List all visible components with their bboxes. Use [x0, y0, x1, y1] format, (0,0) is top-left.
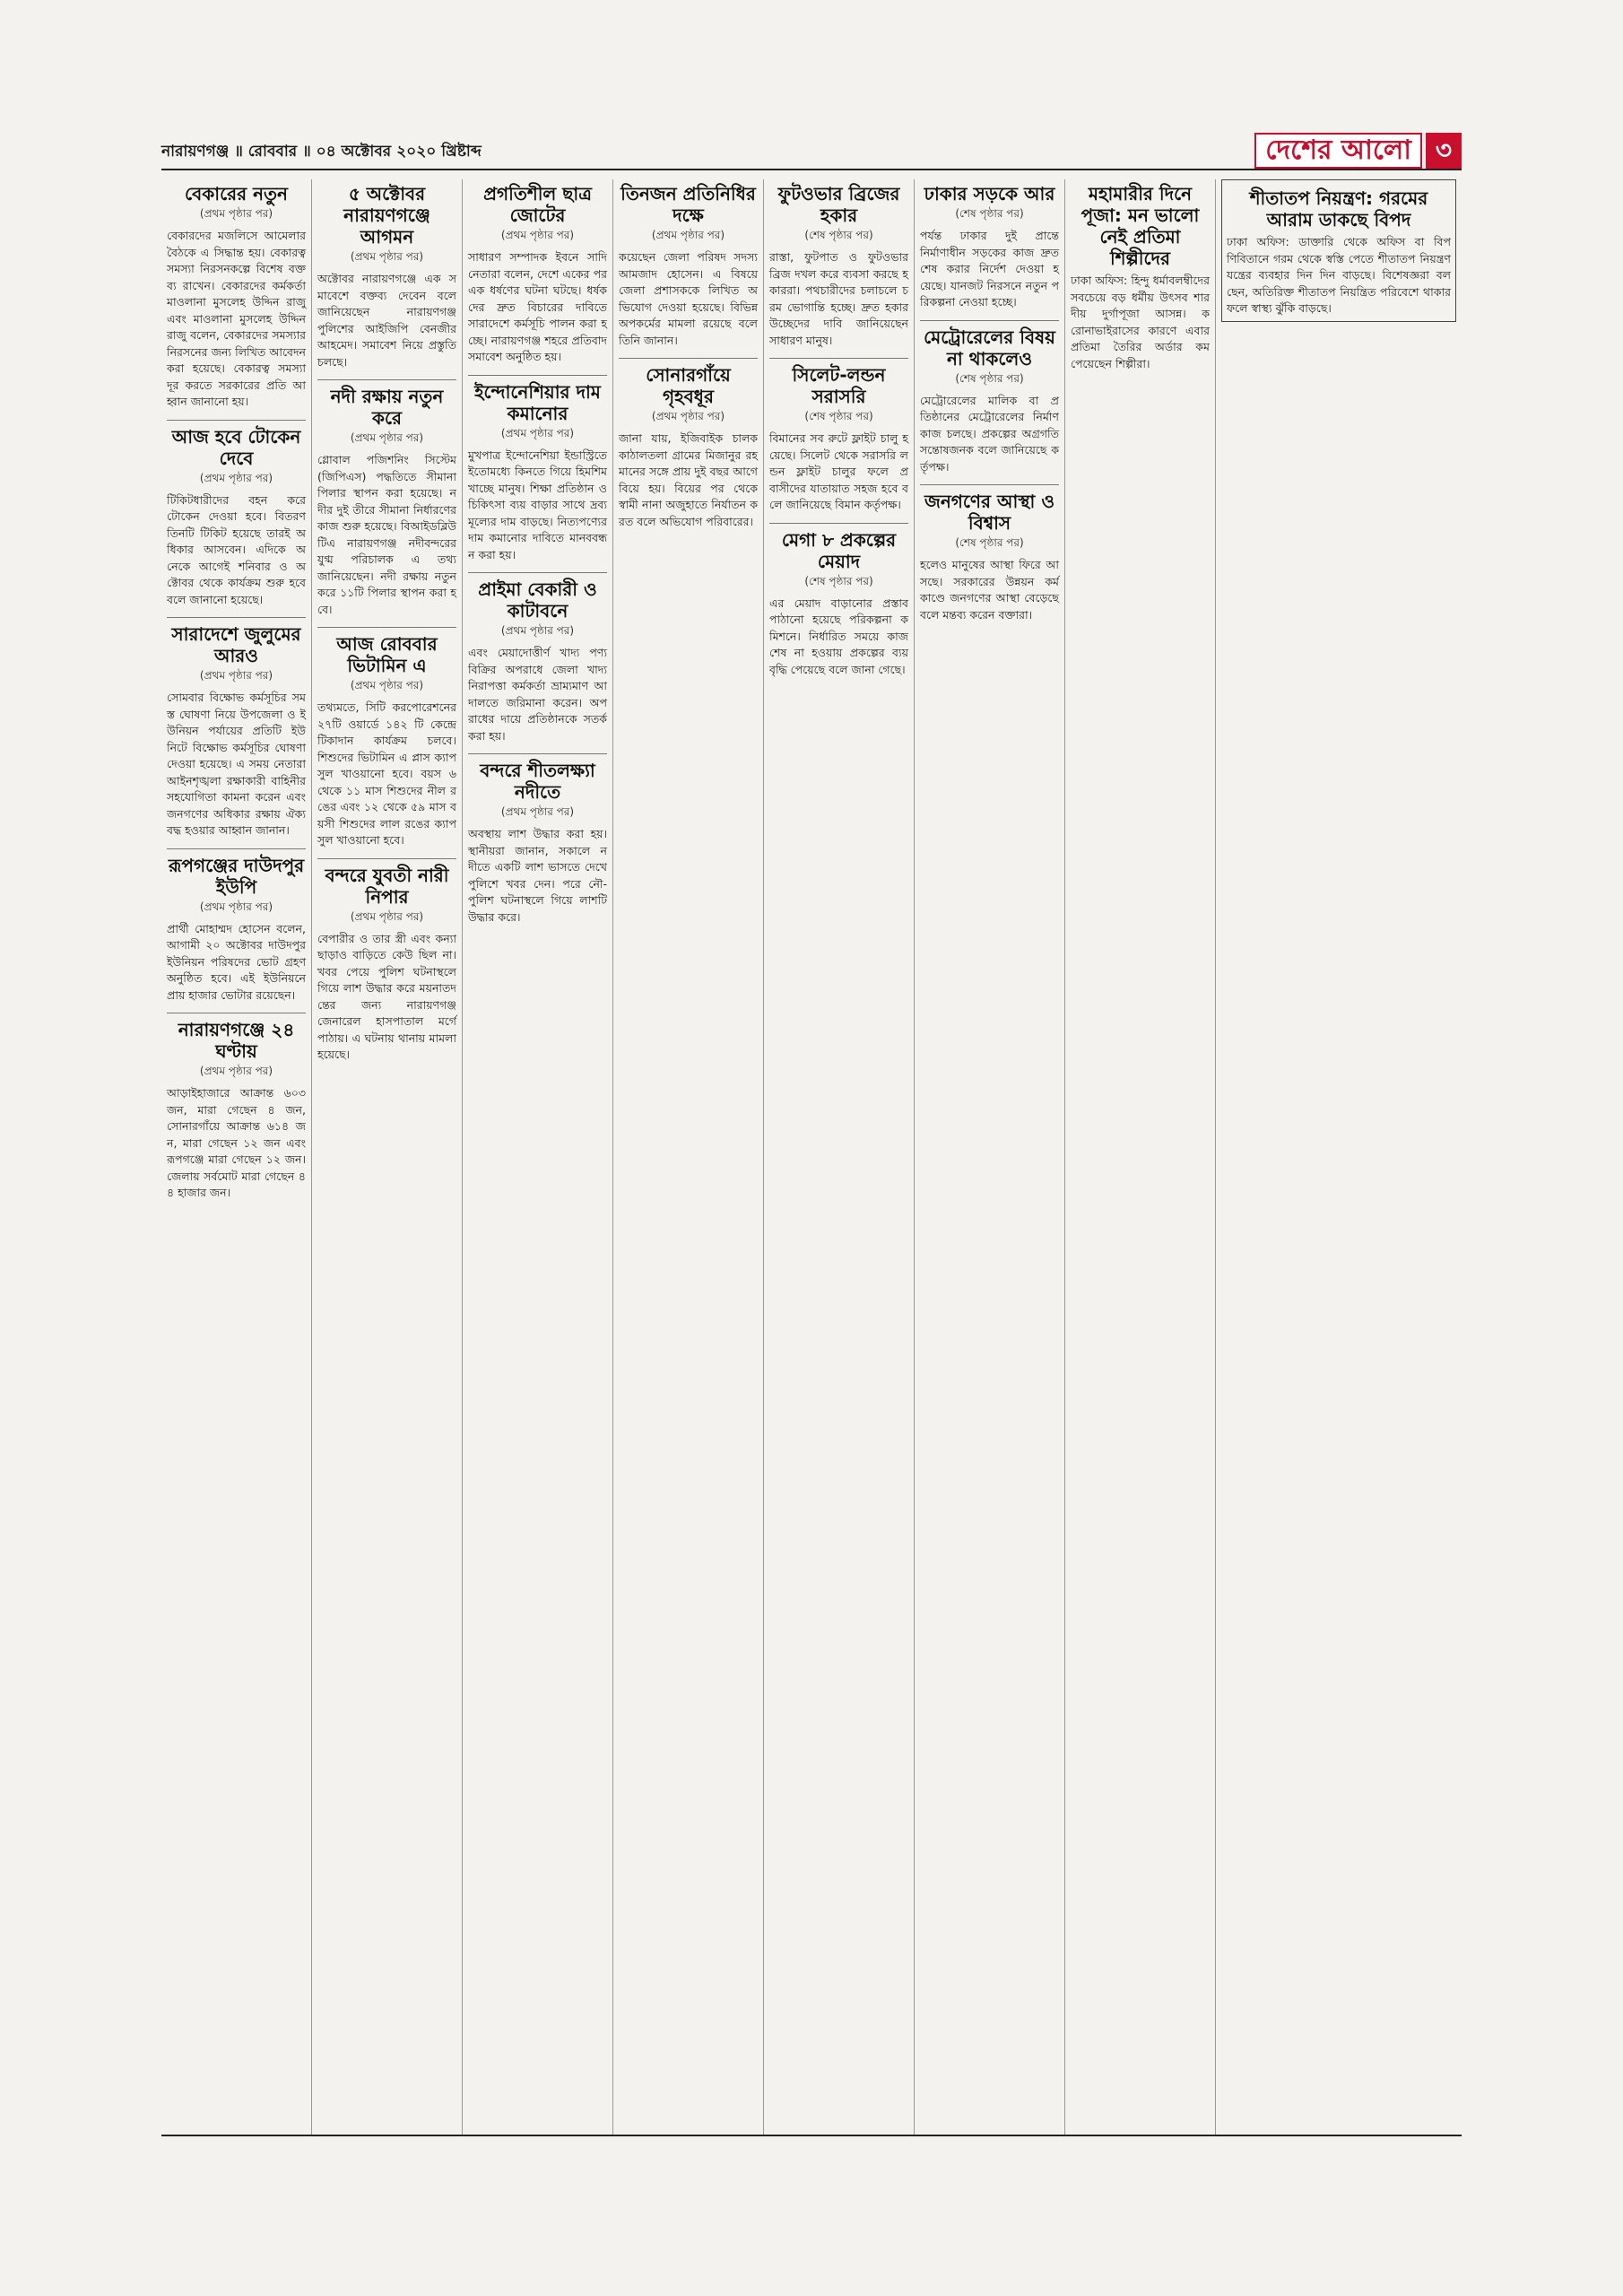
continuation-note: (শেষ পৃষ্ঠার পর) [804, 229, 873, 241]
article [468, 183, 607, 366]
continuation-note: (প্রথম পৃষ্ঠার পর) [199, 900, 273, 913]
continuation-note: (প্রথম পৃষ্ঠার পর) [500, 624, 575, 637]
continuation-note: (প্রথম পৃষ্ঠার পর) [500, 229, 575, 241]
article-body: বেপারীর ও তার স্ত্রী এবং কন্যা ছাড়াও বাড়িতে কেউ ছিল না। খবর পেয়ে পুলিশ ঘটনাস্থলে গিয়ে লাশ উদ্ধার করে ময়নাতদন্তের জন্য নারায়ণগঞ্জ জেনারেল হাসপাতাল মর্গে পাঠায়। এ ঘটনায় থানায় মামলা হয়েছে। [317, 931, 456, 1061]
headline: মহামারীর দিনে পূজা: মন ভালো নেই প্রতিমা শিল্পীদের [1081, 183, 1200, 269]
divider [920, 484, 1059, 485]
continuation-note: (প্রথম পৃষ্ঠার পর) [651, 229, 725, 241]
headline: মেগা ৮ প্রকল্পের মেয়াদ [781, 528, 897, 572]
continuation-note: (প্রথম পৃষ্ঠার পর) [199, 669, 273, 682]
divider [317, 627, 456, 628]
article-body: এর মেয়াদ বাড়ানোর প্রস্তাব পাঠানো হয়েছে পরিকল্পনা কমিশনে। নির্ধারিত সময়ে কাজ শেষ না হওয়ায় প্রকল্পের ব্যয় বৃদ্ধি পেয়েছে বলে জানা গেছে। [769, 596, 908, 676]
article-body: পর্যন্ত ঢাকার দুই প্রান্তে নির্মাণাধীন সড়কের কাজ দ্রুত শেষ করার নির্দেশ দেওয়া হয়েছে। যানজট নিরসনে নতুন পরিকল্পনা নেওয়া হচ্ছে। [920, 229, 1059, 309]
headline: ঢাকার সড়কে আর [924, 183, 1055, 204]
article [167, 623, 306, 839]
article [167, 426, 306, 609]
divider [468, 572, 607, 573]
article [920, 326, 1059, 476]
continuation-note: (শেষ পৃষ্ঠার পর) [955, 207, 1024, 220]
article-body: গ্লোবাল পজিশনিং সিস্টেম (জিপিএস) পদ্ধতিতে সীমানা পিলার স্থাপন করা হয়েছে। নদীর দুই তীরে সীমানা নির্ধারণের কাজ শুরু হয়েছে। বিআইডব্লিউটিএ নারায়ণগঞ্জ নদীবন্দরের যুগ্ম পরিচালক এ তথ্য জানিয়েছেন। নদী রক্ষায় নতুন করে ১১টি পিলার স্থাপন করা হবে। [317, 453, 456, 616]
article [1071, 183, 1210, 372]
article [920, 491, 1059, 623]
article [468, 381, 607, 564]
article [167, 855, 306, 1004]
article-body: জানা যায়, ইজিবাইক চালক কাঠালতলা গ্রামের মিজানুর রহমানের সঙ্গে প্রায় দুই বছর আগে বিয়ে হয়। বিয়ের পর থেকে স্বামী নানা অজুহাতে নির্যাতন করত বলে অভিযোগ পরিবারের। [619, 431, 758, 528]
article-body: টিকিটধারীদের বহন করে টোকেন দেওয়া হবে। বিতরণ তিনটি টিকিট হয়েছে তারই অধিকার আসবেন। এদিকে অনেকে আগেই শনিবার ও অক্টোবর থেকে কার্যক্রম শুরু হবে বলে জানানো হয়েছে। [167, 492, 306, 606]
divider [769, 358, 908, 359]
headline: তিনজন প্রতিনিধির দক্ষে [621, 183, 756, 226]
divider [167, 848, 306, 849]
columns [161, 179, 1462, 2135]
headline: বেকারের নতুন [185, 183, 288, 204]
continuation-note: (প্রথম পৃষ্ঠার পর) [199, 471, 273, 484]
divider [920, 320, 1059, 321]
divider [619, 358, 758, 359]
article-body: ঢাকা অফিস: হিন্দু ধর্মাবলম্বীদের সবচেয়ে বড় ধর্মীয় উৎসব শারদীয় দুর্গাপূজা আসন্ন। করোনাভাইরাসের কারণে এবার প্রতিমা তৈরির অর্ডার কম পেয়েছেন শিল্পীরা। [1071, 274, 1210, 370]
headline: প্রাইমা বেকারী ও কাটাবনে [478, 578, 597, 622]
headline: আজ হবে টোকেন দেবে [171, 425, 301, 469]
headline: আজ রোববার ভিটামিন এ [336, 633, 438, 676]
continuation-note: (শেষ পৃষ্ঠার পর) [804, 410, 873, 422]
headline: ফুটওভার ব্রিজের হকার [777, 183, 900, 226]
article [317, 183, 456, 370]
article-body: হলেও মানুষের আস্থা ফিরে আসছে। সরকারের উন্নয়ন কর্মকাণ্ডে জনগণের আস্থা বেড়েছে বলে মন্তব্য করেন বক্তারা। [920, 558, 1059, 622]
dateline: নারায়ণগঞ্জ ॥ রোববার ॥ ০৪ অক্টোবর ২০২০ খ্রিষ্টাব্দ [161, 143, 482, 161]
continuation-note: (প্রথম পৃষ্ঠার পর) [350, 679, 424, 691]
column-3 [463, 179, 613, 2135]
headline: সারাদেশে জুলুমের আরও [171, 623, 301, 666]
headline: সিলেট-লন্ডন সরাসরি [792, 364, 886, 407]
footer-rule [161, 2135, 1462, 2136]
article-body: বিমানের সব রুটে ফ্লাইট চালু হয়েছে। সিলেট থেকে সরাসরি লন্ডন ফ্লাইট চালুর ফলে প্রবাসীদের যাতায়াত সহজ হবে বলে জানিয়েছে বিমান কর্তৃপক্ষ। [769, 431, 908, 511]
article [317, 386, 456, 618]
page-header [161, 133, 1462, 170]
headline: নারায়ণগঞ্জে ২৪ ঘণ্টায় [178, 1019, 295, 1062]
headline: মেট্রোরেলের বিষয় না থাকলেও [924, 326, 1055, 370]
column-5 [764, 179, 915, 2135]
divider [468, 375, 607, 376]
article [920, 183, 1059, 311]
divider [468, 753, 607, 754]
divider [317, 858, 456, 859]
article [769, 529, 908, 679]
continuation-note: (প্রথম পৃষ্ঠার পর) [199, 207, 273, 220]
article [468, 760, 607, 926]
continuation-note: (শেষ পৃষ্ঠার পর) [804, 574, 873, 587]
column-4 [613, 179, 764, 2135]
column-6 [915, 179, 1065, 2135]
column-7 [1065, 179, 1216, 2135]
divider [769, 523, 908, 524]
divider [167, 617, 306, 618]
divider [317, 379, 456, 380]
headline: প্রগতিশীল ছাত্র জোটের [483, 183, 592, 226]
continuation-note: (শেষ পৃষ্ঠার পর) [955, 371, 1024, 385]
article-body: মুখপাত্র ইন্দোনেশিয়া ইন্ডাস্ট্রিতে ইতোমধ্যে কিনতে গিয়ে হিমশিম খাচ্ছে মানুষ। শিক্ষা প্রতিষ্ঠান ও চিকিৎসা ব্যয় বাড়ার সাথে দ্রব্যমূল্যের দাম বাড়ছে। নিত্যপণ্যের দাম কমানোর দাবিতে মানববন্ধন করা হয়। [468, 448, 607, 561]
article [1221, 179, 1456, 322]
headline: ইন্দোনেশিয়ার দাম কমানোর [474, 380, 601, 424]
headline: বন্দরে যুবতী নারী নিপার [325, 864, 449, 908]
column-8 [1216, 179, 1462, 2135]
headline: সোনারগাঁয়ে গৃহবধূর [646, 364, 731, 407]
article [619, 183, 758, 349]
continuation-note: (প্রথম পৃষ্ঠার পর) [350, 250, 424, 263]
article-body: এবং মেয়াদোত্তীর্ণ খাদ্য পণ্য বিক্রির অপরাধে জেলা খাদ্য নিরাপত্তা কর্মকর্তা ভ্রাম্যমাণ আদালতে জরিমানা করেন। অপরাধের দায়ে প্রতিষ্ঠানকে সতর্ক করা হয়। [468, 646, 607, 743]
article [167, 183, 306, 411]
article-body: রাস্তা, ফুটপাত ও ফুটওভার ব্রিজ দখল করে ব্যবসা করছে হকাররা। পথচারীদের চলাচলে চরম ভোগান্তি হচ্ছে। দ্রুত হকার উচ্ছেদের দাবি জানিয়েছেন সাধারণ মানুষ। [769, 250, 908, 347]
continuation-note: (শেষ পৃষ্ঠার পর) [955, 536, 1024, 549]
headline: জনগণের আস্থা ও বিশ্বাস [924, 491, 1055, 534]
continuation-note: (প্রথম পৃষ্ঠার পর) [199, 1065, 273, 1077]
article [167, 1019, 306, 1202]
article-body: অবস্থায় লাশ উদ্ধার করা হয়। স্থানীয়রা জানান, সকালে নদীতে একটি লাশ ভাসতে দেখে পুলিশে খবর দেন। পরে নৌ-পুলিশ ঘটনাস্থলে গিয়ে লাশটি উদ্ধার করে। [468, 827, 607, 924]
continuation-note: (প্রথম পৃষ্ঠার পর) [500, 805, 575, 818]
article [769, 364, 908, 514]
article-body: কয়েছেন জেলা পরিষদ সদস্য আমজাদ হোসেন। এ বিষয়ে জেলা প্রশাসককে লিখিত অভিযোগ দেওয়া হয়েছে। বিভিন্ন অপকর্মের মামলা রয়েছে বলে তিনি জানান। [619, 250, 758, 347]
masthead-logo: দেশের আলো [1254, 133, 1422, 169]
article-body: মেট্রোরেলের মালিক বা প্রতিষ্ঠানের মেট্রোরেলের নির্মাণ কাজ চলছে। প্রকল্পের অগ্রগতি সন্তোষজনক বলে জানিয়েছে কর্তৃপক্ষ। [920, 393, 1059, 474]
article [468, 578, 607, 744]
headline: ৫ অক্টোবর নারায়ণগঞ্জে আগমন [343, 183, 430, 248]
article [769, 183, 908, 349]
article-body: ঢাকা অফিস: ডাক্তারি থেকে অফিস বা বিপণিবিতানে গরম থেকে স্বস্তি পেতে শীতাতপ নিয়ন্ত্রণ যন্ত্রের ব্যবহার দিন দিন বাড়ছে। বিশেষজ্ঞরা বলছেন, অতিরিক্ত শীতাতপ নিয়ন্ত্রিত পরিবেশে থাকার ফলে স্বাস্থ্য ঝুঁকি বাড়ছে। [1227, 235, 1451, 315]
continuation-note: (প্রথম পৃষ্ঠার পর) [350, 909, 424, 923]
article [317, 633, 456, 849]
headline: শীতাতপ নিয়ন্ত্রণ: গরমের আরাম ডাকছে বিপদ [1249, 187, 1428, 230]
divider [167, 420, 306, 421]
article-body: সাধারণ সম্পাদক ইবনে সাদি নেতারা বলেন, দেশে একের পর এক ধর্ষণের ঘটনা ঘটছে। ধর্ষকদের দ্রুত বিচারের দাবিতে সারাদেশে কর্মসূচি পালন করা হচ্ছে। নারায়ণগঞ্জ শহরে প্রতিবাদ সমাবেশ অনুষ্ঠিত হয়। [468, 250, 607, 363]
headline: বন্দরে শীতলক্ষ্যা নদীতে [480, 760, 595, 803]
article-body: বেকারদের মজলিসে আমেলার বৈঠকে এ সিদ্ধান্ত হয়। বেকারত্ব সমস্যা নিরসনকল্পে বিশেষ বক্তব্য রাখেন। বেকারদের কর্মকর্তা মাওলানা মুসলেহ উদ্দিন রাজু এবং মাওলানা মুসলেহ উদ্দিন রাজু বলেন, বেকারদের সমস্যার নিরসনের জন্য লিখিত আবেদন করা হয়েছে। বেকারত্ব সমস্যা দূর করতে সরকারের প্রতি আহ্বান জানানো হয়। [167, 229, 306, 408]
article-body: তথ্যমতে, সিটি করপোরেশনের ২৭টি ওয়ার্ডে ১৪২ টি কেন্দ্রে টিকাদান কার্যক্রম চলবে। শিশুদের ভিটামিন এ প্লাস ক্যাপসুল খাওয়ানো হবে। বয়স ৬ থেকে ১১ মাস শিশুদের নীল রঙের এবং ১২ থেকে ৫৯ মাস বয়সী শিশুদের লাল রঙের ক্যাপসুল খাওয়ানো হবে। [317, 700, 456, 847]
column-1 [161, 179, 312, 2135]
article [619, 364, 758, 530]
page-number: ৩ [1426, 133, 1462, 169]
headline: নদী রক্ষায় নতুন করে [330, 386, 444, 429]
column-2 [312, 179, 463, 2135]
article-body: প্রার্থী মোহাম্মদ হোসেন বলেন, আগামী ২০ অক্টোবর দাউদপুর ইউনিয়ন পরিষদের ভোট গ্রহণ অনুষ্ঠিত হবে। এই ইউনিয়নে প্রায় হাজার ভোটার রয়েছেন। [167, 921, 306, 1002]
continuation-note: (প্রথম পৃষ্ঠার পর) [350, 431, 424, 444]
article-body: আড়াইহাজারে আক্রান্ত ৬০৩ জন, মারা গেছেন ৪ জন, সোনারগাঁয়ে আক্রান্ত ৬১৪ জন, মারা গেছেন ১২ জন এবং রূপগঞ্জে মারা গেছেন ১২ জন। জেলায় সর্বমোট মারা গেছেন ৪৪ হাজার জন। [167, 1086, 306, 1199]
article-body: সোমবার বিক্ষোভ কর্মসূচির সমস্ত ঘোষণা নিয়ে উপজেলা ও ইউনিয়ন পর্যায়ের প্রতিটি ইউনিটে বিক্ষোভ কর্মসূচির ঘোষণা দেওয়া হয়েছে। এ সময় নেতারা আইনশৃঙ্খলা রক্ষাকারী বাহিনীর সহযোগিতা কামনা করেন এবং জনগণের অধিকার রক্ষায় ঐক্যবদ্ধ হওয়ার আহ্বান জানান। [167, 691, 306, 837]
article-body: অক্টোবর নারায়ণগঞ্জে এক সমাবেশে বক্তব্য দেবেন বলে জানিয়েছেন নারায়ণগঞ্জ পুলিশের আইজিপি বেনজীর আহমেদ। সমাবেশ নিয়ে প্রস্তুতি চলছে। [317, 272, 456, 369]
headline: রূপগঞ্জের দাউদপুর ইউপি [168, 854, 305, 898]
article [317, 865, 456, 1064]
continuation-note: (প্রথম পৃষ্ঠার পর) [651, 410, 725, 422]
continuation-note: (প্রথম পৃষ্ঠার পর) [500, 426, 575, 439]
